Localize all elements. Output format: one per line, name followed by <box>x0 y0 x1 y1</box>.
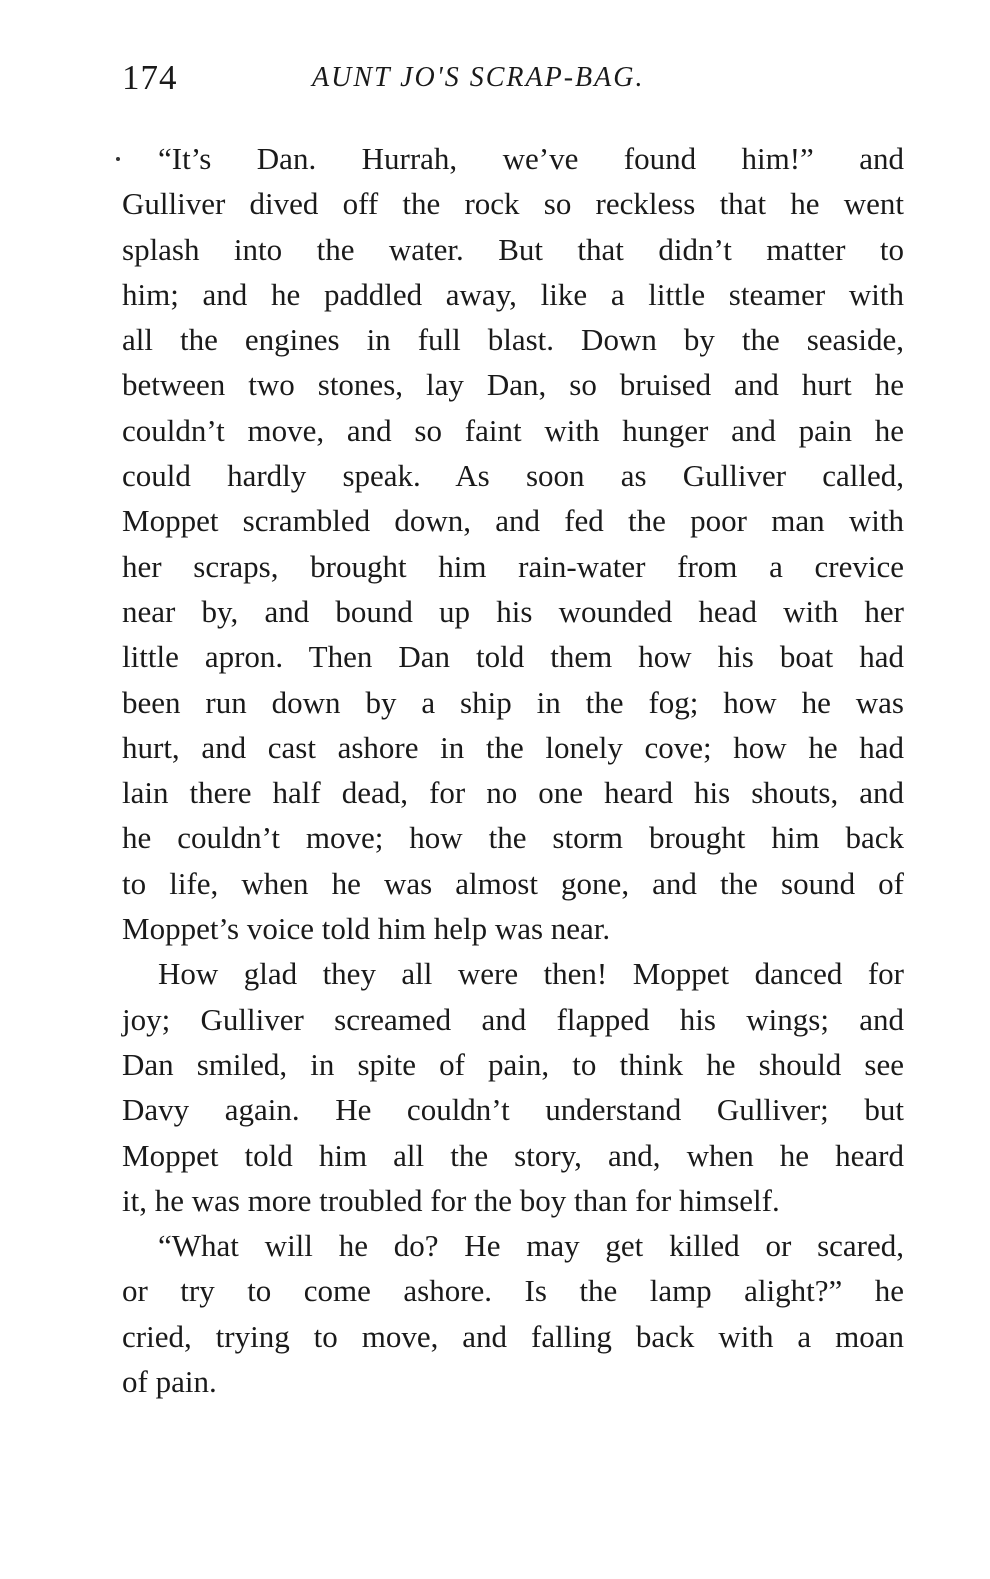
text-line: Moppet’s voice told him help was near. <box>122 911 611 947</box>
margin-mark <box>116 157 120 161</box>
text-line: Moppet scrambled down, and fed the poor man with <box>122 503 904 539</box>
text-line: it, he was more troubled for the boy than for himself. <box>122 1182 780 1218</box>
running-title: AUNT JO'S SCRAP-BAG. <box>312 62 645 93</box>
text-line: Dan smiled, in spite of pain, to think he should see <box>122 1046 904 1082</box>
text-line: How glad they all were then! Moppet danced for <box>158 956 904 992</box>
text-line: near by, and bound up his wounded head with her <box>122 593 904 629</box>
paragraph <box>122 951 904 1223</box>
text-line: hurt, and cast ashore in the lonely cove; how he had <box>122 729 904 765</box>
text-line: her scraps, brought him rain-water from a crevice <box>122 548 904 584</box>
text-line: all the engines in full blast. Down by the seaside, <box>122 322 904 358</box>
text-line: joy; Gulliver screamed and flapped his wings; and <box>122 1001 904 1037</box>
text-line: him; and he paddled away, like a little steamer with <box>122 276 904 312</box>
text-line: to life, when he was almost gone, and the sound of <box>122 865 904 901</box>
text-line: “It’s Dan. Hurrah, we’ve found him!” and <box>158 141 904 176</box>
text-line: Gulliver dived off the rock so reckless that he went <box>122 186 904 222</box>
text-line: he couldn’t move; how the storm brought him back <box>122 820 904 856</box>
paragraph <box>122 136 904 951</box>
text-line: splash into the water. But that didn’t matter to <box>122 231 904 267</box>
page-number: 174 <box>122 58 178 97</box>
text-line: between two stones, lay Dan, so bruised and hurt he <box>122 367 904 403</box>
text-line: of pain. <box>122 1364 217 1400</box>
text-line: Davy again. He couldn’t understand Gulliver; but <box>122 1092 904 1128</box>
text-line: been run down by a ship in the fog; how he was <box>122 684 904 720</box>
page-body <box>122 136 904 1404</box>
text-line: cried, trying to move, and falling back with a moan <box>122 1318 904 1354</box>
text-line: “What will he do? He may get killed or scared, <box>158 1228 904 1264</box>
text-line: lain there half dead, for no one heard his shouts, and <box>122 775 904 811</box>
text-line: little apron. Then Dan told them how his boat had <box>122 639 904 675</box>
text-line: couldn’t move, and so faint with hunger and pain he <box>122 412 904 448</box>
paragraph <box>122 1223 904 1404</box>
text-line: Moppet told him all the story, and, when he heard <box>122 1137 904 1173</box>
text-line: could hardly speak. As soon as Gulliver called, <box>122 458 904 494</box>
page-header <box>122 58 904 102</box>
text-line: or try to come ashore. Is the lamp alight?” he <box>122 1273 904 1309</box>
